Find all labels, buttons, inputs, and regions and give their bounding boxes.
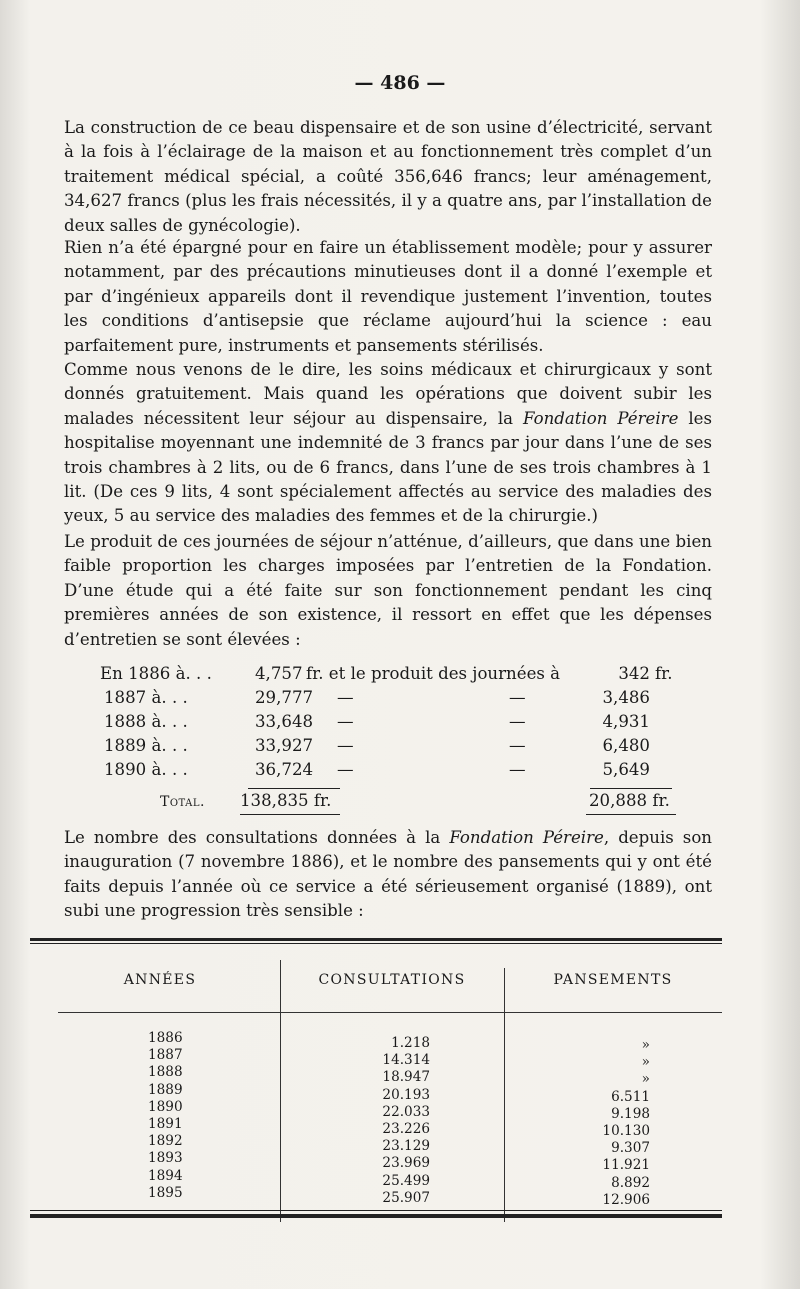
produit-value: 5,649	[602, 760, 650, 779]
total-produit: 20,888 fr.	[589, 791, 670, 810]
table-bottom-rule	[30, 1214, 722, 1218]
year-cell: 1895	[148, 1184, 183, 1201]
expense-row	[100, 760, 700, 784]
year-cell: 1886	[148, 1030, 183, 1046]
ditto-dash: —	[509, 688, 526, 707]
ditto-dash: —	[337, 736, 354, 755]
paragraph-construction	[64, 116, 712, 238]
expense-table	[100, 664, 700, 810]
pansement-cell: 10.130	[602, 1123, 650, 1140]
consultations-column	[350, 1035, 430, 1207]
pansement-cell: »	[641, 1054, 650, 1071]
year-cell: 1889	[148, 1081, 183, 1098]
sum-rule	[248, 788, 340, 789]
pansements-column	[590, 1037, 650, 1209]
paragraph-text: La construction de ce beau dispensaire et de son usine d’électricité, servant à la fois à l’éclairage de la maison et au fonctionnement très complet d’un traitement médical spécial, a coûté 356,646 francs; leur aménagement, 34,627 francs (plus les frais nécessités, il y a quatre ans, par l’installation de deux salles de gynécologie).	[64, 118, 712, 235]
table-bottom-rule	[30, 1210, 722, 1211]
paragraph-text: , depuis son inauguration (7 novembre 1886), et le nombre des pansements qui y ont été faits depuis l’année où ce service a été sérieusement organisé (1889), ont subi une progression très sensible :	[64, 828, 712, 921]
produit-value: 3,486	[602, 688, 650, 707]
total-underline	[240, 814, 340, 815]
consultation-cell: 14.314	[382, 1052, 430, 1069]
years-column	[148, 1030, 183, 1202]
produit-value: 4,931	[602, 712, 650, 731]
expense-note: fr. et le produit des journées à	[306, 664, 561, 683]
sum-rule	[590, 788, 672, 789]
expense-row	[100, 688, 700, 712]
consultation-cell: 22.033	[382, 1103, 430, 1120]
year-cell: 1887	[148, 1047, 183, 1064]
expense-year: 1890 à. . .	[104, 760, 188, 779]
expense-year: 1887 à. . .	[104, 688, 188, 707]
paragraph-text: Le produit de ces journées de séjour n’atténue, d’ailleurs, que dans une bien faible proportion les charges imposées par l’entretien de la Fondation. D’une étude qui a été faite sur son fonctionnement pendant les cinq premières années de son existence, il ressort en effet que les dépenses d’entretien se sont élevées :	[64, 532, 712, 649]
table-top-rule	[30, 938, 722, 941]
consultation-cell: 20.193	[382, 1086, 430, 1103]
total-underline	[586, 814, 676, 815]
produit-value: 6,480	[602, 736, 650, 755]
produit-value: 342	[618, 664, 650, 683]
pansement-cell: 6.511	[611, 1088, 650, 1105]
header-rule	[58, 1012, 722, 1013]
expense-year: 1889 à. . .	[104, 736, 188, 755]
year-cell: 1893	[148, 1150, 183, 1167]
column-divider	[504, 968, 505, 1222]
expense-value: 33,648	[255, 712, 314, 731]
expense-value: 29,777	[255, 688, 314, 707]
total-expense: 138,835 fr.	[240, 791, 332, 810]
foundation-name: Fondation Péreire	[523, 408, 679, 428]
pansement-cell: 9.198	[611, 1105, 650, 1122]
paragraph-text: Rien n’a été épargné pour en faire un établissement modèle; pour y assurer notamment, par des précautions minutieuses dont il a donné l’exemple et par d’ingénieux appareils dont il revendique justement l’invention, toutes les conditions d’antisepsie que réclame aujourd’hui la science : eau parfaitement pure, instruments et pansements stérilisés.	[64, 238, 712, 355]
expense-value: 4,757	[255, 664, 303, 683]
pansement-cell: 11.921	[602, 1157, 650, 1174]
consultation-cell: 18.947	[382, 1069, 430, 1086]
consultation-cell: 25.499	[382, 1172, 430, 1189]
foundation-name: Fondation Péreire	[449, 828, 604, 847]
pansement-cell: »	[641, 1037, 650, 1053]
expense-value: 36,724	[255, 760, 314, 779]
pansement-cell: »	[641, 1071, 650, 1088]
ditto-dash: —	[337, 688, 354, 707]
year-cell: 1888	[148, 1064, 183, 1081]
paragraph-soins	[64, 358, 712, 529]
ditto-dash: —	[509, 736, 526, 755]
expense-year: 1888 à. . .	[104, 712, 188, 731]
pansement-cell: 12.906	[602, 1191, 650, 1208]
consultation-cell: 1.218	[391, 1035, 430, 1051]
expense-row	[100, 712, 700, 736]
paragraph-produit	[64, 530, 712, 652]
expense-year: En 1886 à. . .	[100, 664, 212, 683]
ditto-dash: —	[337, 760, 354, 779]
table-top-rule	[30, 943, 722, 944]
year-cell: 1894	[148, 1167, 183, 1184]
year-cell: 1890	[148, 1098, 183, 1115]
paragraph-text: Le nombre des consultations données à la	[64, 828, 450, 847]
paragraph-modele	[64, 236, 712, 358]
paragraph-text: Comme nous venons de le dire, les soins médicaux et chirurgicaux y sont donnés gratuitement. Mais quand les opérations que doivent subir les malades nécessitent leur séjour au dispensaire, la	[64, 360, 712, 428]
ditto-dash: —	[509, 712, 526, 731]
column-divider	[280, 960, 281, 1222]
page-number: — 486 —	[354, 72, 446, 94]
expense-value: 33,927	[255, 736, 314, 755]
expense-row	[100, 736, 700, 760]
pansement-cell: 9.307	[611, 1140, 650, 1157]
consultation-cell: 25.907	[382, 1189, 430, 1206]
consultation-cell: 23.129	[382, 1138, 430, 1155]
consultation-cell: 23.226	[382, 1121, 430, 1138]
paragraph-text: les hospitalise moyennant une indemnité de 3 francs par jour dans l’une de ses trois chambres à 2 lits, ou de 6 francs, dans l’une de ses trois chambres à 1 lit. (De ces 9 lits, 4 sont spécialement affectés au service des maladies des yeux, 5 au service des maladies des femmes et de la chirurgie.)	[64, 408, 713, 526]
consultation-cell: 23.969	[382, 1155, 430, 1172]
paragraph-consultations	[64, 826, 712, 924]
ditto-dash: —	[337, 712, 354, 731]
year-cell: 1892	[148, 1133, 183, 1150]
header-pansements: PANSEMENTS	[553, 972, 673, 988]
expense-row	[100, 664, 700, 688]
ditto-dash: —	[509, 760, 526, 779]
header-years: ANNÉES	[123, 972, 197, 988]
produit-unit: fr.	[655, 664, 673, 683]
year-cell: 1891	[148, 1116, 183, 1133]
statistics-table	[30, 938, 722, 1228]
header-consultations: CONSULTATIONS	[318, 972, 466, 988]
total-label: Total.	[160, 794, 205, 810]
pansement-cell: 8.892	[611, 1174, 650, 1191]
